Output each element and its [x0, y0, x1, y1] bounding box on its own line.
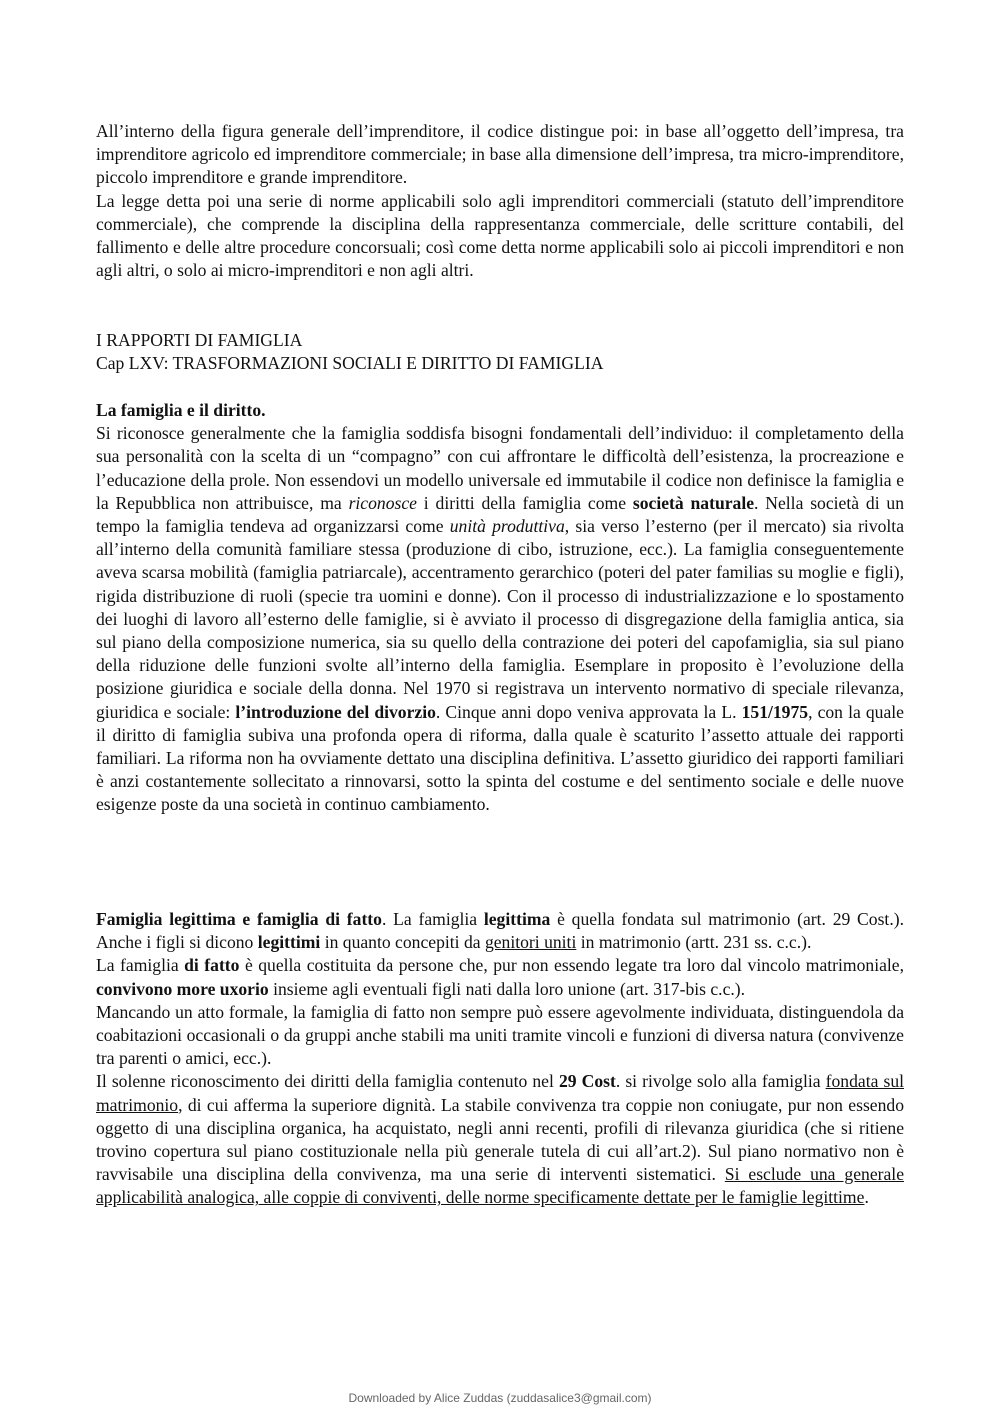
famiglia-diritto-section	[96, 399, 904, 817]
intro-paragraph-2: La legge detta poi una serie di norme applicabili solo agli imprenditori commerciali (statuto dell’imprenditore commerciale), che comprende la disciplina della rappresentanza commerciale, delle scritture contabili, del fallimento e delle altre procedure concorsuali; così come detta norme applicabili solo ai piccoli imprenditori e non agli altri, o solo ai micro-imprenditori e non agli altri.	[96, 190, 904, 281]
legittima-fatto-section	[96, 908, 904, 1210]
riconoscimento-paragraph: Il solenne riconoscimento dei diritti della famiglia contenuto nel 29 Cost. si rivolge solo alla famiglia fondata sul matrimonio, di cui afferma la superiore dignità. La stabile convivenza tra coppie non coniugate, pur non essendo oggetto di una disciplina organica, ha acquistato, negli anni recenti, profili di rilevanza giuridica (che si ritiene trovino copertura sul piano costituzionale nella più generale tutela di cui all’art.2). Sul piano normativo non è ravvisabile una disciplina della convivenza, ma una serie di interventi sistematici. Si esclude una generale applicabilità analogica, alle coppie di conviventi, delle norme specificamente dettate per le famiglie legittime.	[96, 1071, 905, 1208]
atto-formale-paragraph: Mancando un atto formale, la famiglia di fatto non sempre può essere agevolmente individuata, distinguendola da coabitazioni occasionali o da gruppi anche stabili ma uniti tramite vincoli e funzioni di diversa natura (convivenze tra parenti o amici, ecc.).	[96, 1001, 904, 1069]
chapter-title: Cap LXV: TRASFORMAZIONI SOCIALI E DIRITTO DI FAMIGLIA	[96, 353, 604, 374]
legittima-paragraph: Famiglia legittima e famiglia di fatto. La famiglia legittima è quella fondata sul matrimonio (art. 29 Cost.). Anche i figli si dicono legittimi in quanto concepiti da genitori uniti in matrimonio (artt. 231 ss. c.c.).	[96, 909, 904, 953]
legittima-fatto-heading: Famiglia legittima e famiglia di fatto	[96, 909, 382, 929]
intro-paragraph-1: All’interno della figura generale dell’imprenditore, il codice distingue poi: in base all’oggetto dell’impresa, tra imprenditore agricolo ed imprenditore commerciale; in base alla dimensione dell’impresa, tra micro-imprenditore, piccolo imprenditore e grande imprenditore.	[96, 121, 904, 188]
download-footer: Downloaded by Alice Zuddas (zuddasalice3@gmail.com)	[348, 1391, 652, 1405]
famiglia-diritto-heading: La famiglia e il diritto.	[96, 400, 266, 420]
fatto-paragraph: La famiglia di fatto è quella costituita da persone che, pur non essendo legate tra loro dal vincolo matrimoniale, convivono more uxorio insieme agli eventuali figli nati dalla loro unione (art. 317-bis c.c.).	[96, 955, 904, 999]
section-heading	[96, 329, 904, 375]
intro-section	[96, 120, 904, 282]
famiglia-diritto-paragraph: Si riconosce generalmente che la famiglia soddisfa bisogni fondamentali dell’individuo: il completamento della sua personalità con la scelta di un “compagno” con cui affrontare le difficoltà dell’esistenza, la procreazione e l’educazione della prole. Non essendovi un modello universale ed immutabile il codice non definisce la famiglia e la Repubblica non attribuisce, ma riconosce i diritti della famiglia come società naturale. Nella società di un tempo la famiglia tendeva ad organizzarsi come unità produttiva, sia verso l’esterno (per il mercato) sia rivolta all’interno della comunità familiare stessa (produzione di cibo, istruzione, ecc.). La famiglia conseguentemente aveva scarsa mobilità (famiglia patriarcale), accentramento gerarchico (poteri del pater familias su moglie e figli), rigida distribuzione di ruoli (specie tra uomini e donne). Con il processo di industrializzazione e lo spostamento dei luoghi di lavoro all’esterno delle famiglie, si è avviato il processo di disgregazione della famiglia antica, sia sul piano della composizione numerica, sia su quello della contrazione dei poteri del capofamiglia, sia sul piano della riduzione delle funzioni svolte all’interno della famiglia. Esemplare in proposito è l’evoluzione della posizione giuridica e sociale della donna. Nel 1970 si registrava un intervento normativo di speciale rilevanza, giuridica e sociale: l’introduzione del divorzio. Cinque anni dopo veniva approvata la L. 151/1975, con la quale il diritto di famiglia subiva una profonda opera di riforma, dalla quale è scaturito l’assetto attuale dei rapporti familiari. La riforma non ha ovviamente dettato una disciplina definitiva. L’assetto giuridico dei rapporti familiari è anzi costantemente sollecitato a rinnovarsi, sotto la spinta del costume e del sentimento sociale e delle nuove esigenze poste da una società in continuo cambiamento.	[96, 423, 905, 815]
section-title: I RAPPORTI DI FAMIGLIA	[96, 330, 303, 350]
